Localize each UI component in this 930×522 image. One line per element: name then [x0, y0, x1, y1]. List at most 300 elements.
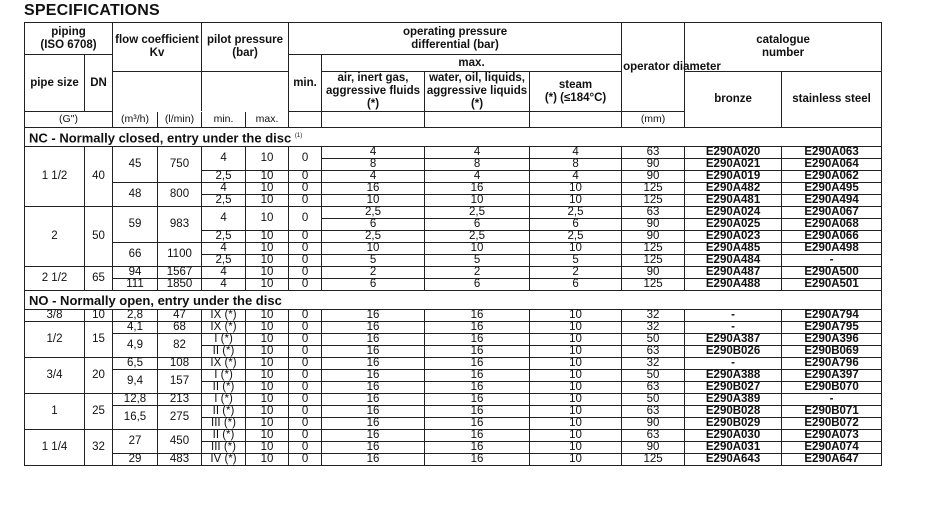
air-gas-cell: 16 [322, 442, 425, 454]
bronze-catalogue-cell: E290A643 [685, 454, 782, 466]
pilot-min-cell: II (*) [202, 430, 246, 442]
op-min-cell: 0 [289, 358, 322, 370]
pilot-max-cell: 10 [246, 334, 289, 346]
stainless-catalogue-cell: E290B071 [782, 406, 882, 418]
g-unit: (G") [25, 112, 113, 128]
nc-table-row [25, 267, 882, 279]
kv-m3h-cell: 45 [113, 147, 158, 183]
no-table-row [25, 454, 882, 466]
dn-cell: 15 [85, 322, 113, 358]
pilot-max-cell: 10 [246, 454, 289, 466]
stainless-catalogue-cell: E290A647 [782, 454, 882, 466]
table-body [25, 23, 882, 466]
pilot-min-cell: 4 [202, 279, 246, 291]
stainless-catalogue-cell: E290A064 [782, 159, 882, 171]
bronze-catalogue-cell: E290A484 [685, 255, 782, 267]
bronze-catalogue-cell: E290A030 [685, 430, 782, 442]
pilot-max-cell: 10 [246, 382, 289, 394]
stainless-catalogue-cell: E290A063 [782, 147, 882, 159]
bronze-catalogue-cell: E290A025 [685, 219, 782, 231]
bronze-catalogue-cell: E290A388 [685, 370, 782, 382]
bronze-catalogue-cell: E290A389 [685, 394, 782, 406]
water-oil-cell: 16 [425, 334, 530, 346]
no-table-row [25, 310, 882, 322]
pilot-max-cell: 10 [246, 255, 289, 267]
water-oil-cell: 16 [425, 430, 530, 442]
air-gas-cell: 16 [322, 346, 425, 358]
air-gas-cell: 4 [322, 171, 425, 183]
pilot-min-cell: IX (*) [202, 310, 246, 322]
kv-lmin-cell: 1850 [158, 279, 202, 291]
water-oil-cell: 2,5 [425, 231, 530, 243]
water-oil-cell: 16 [425, 394, 530, 406]
operator-diameter-cell: 50 [622, 394, 685, 406]
stainless-catalogue-cell: E290A067 [782, 207, 882, 219]
no-section-label: NO - Normally open, entry under the disc [25, 291, 882, 310]
bronze-catalogue-cell: E290B029 [685, 418, 782, 430]
pilot-max-cell: 10 [246, 147, 289, 171]
flow-coefficient-header: flow coefficient Kv [113, 23, 202, 72]
stainless-steel-header: stainless steel [782, 72, 882, 128]
kv-m3h-cell: 111 [113, 279, 158, 291]
pipe-size-cell: 2 [25, 207, 85, 267]
steam-cell: 10 [530, 310, 622, 322]
nc-table-row [25, 183, 882, 195]
bronze-catalogue-cell: E290A482 [685, 183, 782, 195]
water-oil-cell: 16 [425, 346, 530, 358]
dn-cell: 20 [85, 358, 113, 394]
pilot-min-cell: II (*) [202, 346, 246, 358]
steam-cell: 10 [530, 442, 622, 454]
stainless-catalogue-cell: E290A494 [782, 195, 882, 207]
stainless-catalogue-cell: E290B072 [782, 418, 882, 430]
operator-diameter-header: operator diameter [622, 23, 685, 112]
kv-lmin-cell: 750 [158, 147, 202, 183]
pilot-min-cell: I (*) [202, 370, 246, 382]
pilot-min-cell: 2,5 [202, 255, 246, 267]
no-table-row [25, 430, 882, 442]
dn-cell: 32 [85, 430, 113, 466]
operator-diameter-cell: 125 [622, 454, 685, 466]
air-gas-cell: 10 [322, 243, 425, 255]
pilot-max-cell: 10 [246, 195, 289, 207]
header-row-3 [25, 72, 882, 112]
kv-m3h-cell: 9,4 [113, 370, 158, 394]
bronze-catalogue-cell: E290B027 [685, 382, 782, 394]
bronze-catalogue-cell: E290A481 [685, 195, 782, 207]
steam-cell: 10 [530, 334, 622, 346]
stainless-catalogue-cell: E290A495 [782, 183, 882, 195]
op-min-cell: 0 [289, 267, 322, 279]
bronze-catalogue-cell: E290B028 [685, 406, 782, 418]
air-gas-cell: 16 [322, 370, 425, 382]
no-table-row [25, 406, 882, 418]
pilot-max-cell: 10 [246, 310, 289, 322]
steam-cell: 10 [530, 195, 622, 207]
header-row-1 [25, 23, 882, 55]
pilot-min-cell: 4 [202, 267, 246, 279]
bronze-catalogue-cell: E290A024 [685, 207, 782, 219]
steam-cell: 10 [530, 406, 622, 418]
water-oil-cell: 10 [425, 243, 530, 255]
kv-lmin-cell: 450 [158, 430, 202, 454]
op-min-cell: 0 [289, 454, 322, 466]
page-title: SPECIFICATIONS [24, 2, 160, 19]
stainless-catalogue-cell: E290A062 [782, 171, 882, 183]
kv-lmin-cell: 983 [158, 207, 202, 243]
operator-diameter-cell: 125 [622, 195, 685, 207]
air-gas-cell: 16 [322, 358, 425, 370]
bronze-catalogue-cell: - [685, 322, 782, 334]
air-gas-cell: 16 [322, 418, 425, 430]
pipe-size-cell: 1 1/4 [25, 430, 85, 466]
op-min-cell: 0 [289, 442, 322, 454]
pilot-min-cell: 4 [202, 147, 246, 171]
stainless-catalogue-cell: E290A396 [782, 334, 882, 346]
pilot-min-unit: min. [202, 112, 246, 128]
kv-m3h-cell: 66 [113, 243, 158, 267]
steam-cell: 10 [530, 382, 622, 394]
pipe-size-cell: 2 1/2 [25, 267, 85, 291]
op-min-cell: 0 [289, 171, 322, 183]
pilot-max-cell: 10 [246, 430, 289, 442]
pilot-max-unit: max. [246, 112, 289, 128]
operator-diameter-cell: 125 [622, 255, 685, 267]
stainless-catalogue-cell: E290A397 [782, 370, 882, 382]
bronze-catalogue-cell: E290A387 [685, 334, 782, 346]
pilot-min-cell: 4 [202, 243, 246, 255]
air-gas-cell: 6 [322, 219, 425, 231]
bronze-catalogue-cell: E290A487 [685, 267, 782, 279]
steam-cell: 10 [530, 430, 622, 442]
op-min-cell: 0 [289, 346, 322, 358]
operator-diameter-cell: 63 [622, 382, 685, 394]
operator-diameter-cell: 125 [622, 243, 685, 255]
op-min-cell: 0 [289, 279, 322, 291]
no-table-row [25, 358, 882, 370]
pilot-min-cell: 4 [202, 183, 246, 195]
kv-lmin-cell: 157 [158, 370, 202, 394]
dn-cell: 25 [85, 394, 113, 430]
steam-cell: 10 [530, 454, 622, 466]
pipe-size-cell: 3/8 [25, 310, 85, 322]
water-oil-cell: 8 [425, 159, 530, 171]
pilot-min-cell: 2,5 [202, 195, 246, 207]
op-min-cell: 0 [289, 334, 322, 346]
op-min-cell: 0 [289, 322, 322, 334]
op-min-cell: 0 [289, 394, 322, 406]
water-oil-cell: 4 [425, 147, 530, 159]
air-gas-cell: 16 [322, 183, 425, 195]
air-gas-cell: 16 [322, 394, 425, 406]
pilot-max-cell: 10 [246, 231, 289, 243]
air-gas-cell: 2,5 [322, 231, 425, 243]
operator-diameter-cell: 63 [622, 346, 685, 358]
kv-lmin-cell: 213 [158, 394, 202, 406]
water-oil-cell: 2 [425, 267, 530, 279]
catalogue-number-header: catalogue number [685, 23, 882, 72]
steam-cell: 10 [530, 394, 622, 406]
steam-cell: 10 [530, 346, 622, 358]
steam-cell: 10 [530, 418, 622, 430]
water-oil-cell: 2,5 [425, 207, 530, 219]
pilot-min-cell: IX (*) [202, 322, 246, 334]
operator-diameter-cell: 125 [622, 279, 685, 291]
op-min-cell: 0 [289, 183, 322, 195]
no-table-row [25, 334, 882, 346]
steam-cell: 10 [530, 358, 622, 370]
steam-cell: 5 [530, 255, 622, 267]
air-gas-cell: 10 [322, 195, 425, 207]
steam-header: steam (*) (≤184°C) [530, 72, 622, 112]
steam-cell: 4 [530, 147, 622, 159]
pipe-size-header: pipe size [25, 55, 85, 112]
pilot-max-cell: 10 [246, 358, 289, 370]
water-oil-cell: 6 [425, 279, 530, 291]
bronze-catalogue-cell: - [685, 310, 782, 322]
water-oil-cell: 16 [425, 382, 530, 394]
water-oil-cell: 16 [425, 442, 530, 454]
operator-diameter-cell: 50 [622, 370, 685, 382]
pilot-max-cell: 10 [246, 183, 289, 195]
steam-cell: 8 [530, 159, 622, 171]
pilot-min-cell: II (*) [202, 406, 246, 418]
stainless-catalogue-cell: E290A500 [782, 267, 882, 279]
operator-diameter-cell: 90 [622, 442, 685, 454]
air-gas-cell: 2 [322, 267, 425, 279]
dn-cell: 65 [85, 267, 113, 291]
op-min-cell: 0 [289, 195, 322, 207]
air-gas-cell: 16 [322, 310, 425, 322]
nc-table-row [25, 147, 882, 159]
stainless-catalogue-cell: E290B069 [782, 346, 882, 358]
operator-diameter-cell: 63 [622, 430, 685, 442]
water-oil-cell: 5 [425, 255, 530, 267]
kv-lmin-cell: 68 [158, 322, 202, 334]
water-oil-cell: 16 [425, 406, 530, 418]
pilot-min-cell: III (*) [202, 442, 246, 454]
operator-diameter-cell: 32 [622, 322, 685, 334]
pilot-min-cell: 4 [202, 207, 246, 231]
nc-table-row [25, 279, 882, 291]
kv-lmin-cell: 483 [158, 454, 202, 466]
operator-diameter-cell: 125 [622, 183, 685, 195]
bronze-catalogue-cell: E290B026 [685, 346, 782, 358]
operator-diameter-cell: 90 [622, 418, 685, 430]
no-section-row [25, 291, 882, 310]
bronze-catalogue-cell: E290A485 [685, 243, 782, 255]
stainless-catalogue-cell: E290A795 [782, 322, 882, 334]
pilot-min-cell: I (*) [202, 394, 246, 406]
kv-m3h-cell: 12,8 [113, 394, 158, 406]
steam-cell: 10 [530, 322, 622, 334]
operating-pressure-header: operating pressure differential (bar) [289, 23, 622, 55]
dn-header: DN [85, 55, 113, 112]
water-oil-cell: 16 [425, 418, 530, 430]
no-table-row [25, 322, 882, 334]
dn-cell: 40 [85, 147, 113, 207]
air-gas-cell: 6 [322, 279, 425, 291]
nc-table-row [25, 207, 882, 219]
op-min-cell: 0 [289, 231, 322, 243]
pilot-max-cell: 10 [246, 267, 289, 279]
pilot-min-cell: IX (*) [202, 358, 246, 370]
nc-table-row [25, 243, 882, 255]
steam-cell: 10 [530, 183, 622, 195]
operator-diameter-cell: 90 [622, 219, 685, 231]
kv-m3h-cell: 59 [113, 207, 158, 243]
kv-m3h-cell: 2,8 [113, 310, 158, 322]
op-min-cell: 0 [289, 207, 322, 231]
stainless-catalogue-cell: - [782, 255, 882, 267]
operator-diameter-cell: 63 [622, 147, 685, 159]
pilot-min-cell: IV (*) [202, 454, 246, 466]
op-min-cell: 0 [289, 370, 322, 382]
pilot-pressure-header: pilot pressure (bar) [202, 23, 289, 72]
pipe-size-cell: 1 [25, 394, 85, 430]
nc-section-row [25, 128, 882, 147]
nc-section-label: NC - Normally closed, entry under the disc $^{(1)}$ [25, 128, 882, 147]
stainless-catalogue-cell: E290A066 [782, 231, 882, 243]
kv-m3h-cell: 6,5 [113, 358, 158, 370]
op-min-cell: 0 [289, 147, 322, 171]
op-min-cell: 0 [289, 382, 322, 394]
operator-diameter-cell: 90 [622, 231, 685, 243]
operator-diameter-cell: 90 [622, 159, 685, 171]
dn-cell: 10 [85, 310, 113, 322]
bronze-catalogue-cell: E290A020 [685, 147, 782, 159]
pilot-max-cell: 10 [246, 322, 289, 334]
operator-diameter-cell: 32 [622, 310, 685, 322]
m3h-unit: (m³/h) [113, 112, 158, 128]
operator-diameter-cell: 63 [622, 207, 685, 219]
stainless-catalogue-cell: E290A073 [782, 430, 882, 442]
pilot-max-cell: 10 [246, 171, 289, 183]
kv-lmin-cell: 275 [158, 406, 202, 430]
max-header: max. [322, 55, 622, 72]
bronze-catalogue-cell: E290A023 [685, 231, 782, 243]
air-gas-cell: 8 [322, 159, 425, 171]
steam-cell: 10 [530, 370, 622, 382]
no-table-row [25, 394, 882, 406]
kv-lmin-cell: 47 [158, 310, 202, 322]
operator-diameter-cell: 90 [622, 267, 685, 279]
kv-lmin-cell: 82 [158, 334, 202, 358]
pilot-max-cell: 10 [246, 279, 289, 291]
kv-lmin-cell: 1567 [158, 267, 202, 279]
pilot-min-cell: 2,5 [202, 171, 246, 183]
op-min-cell: 0 [289, 243, 322, 255]
kv-lmin-cell: 1100 [158, 243, 202, 267]
air-gas-cell: 16 [322, 334, 425, 346]
pilot-min-cell: 2,5 [202, 231, 246, 243]
water-oil-cell: 16 [425, 183, 530, 195]
op-min-cell: 0 [289, 310, 322, 322]
water-oil-cell: 16 [425, 310, 530, 322]
steam-cell: 4 [530, 171, 622, 183]
op-min-cell: 0 [289, 418, 322, 430]
pilot-max-cell: 10 [246, 406, 289, 418]
stainless-catalogue-cell: - [782, 394, 882, 406]
operator-diameter-cell: 63 [622, 406, 685, 418]
stainless-catalogue-cell: E290A796 [782, 358, 882, 370]
air-gas-cell: 5 [322, 255, 425, 267]
pipe-size-cell: 3/4 [25, 358, 85, 394]
pilot-max-cell: 10 [246, 207, 289, 231]
pilot-min-cell: I (*) [202, 334, 246, 346]
kv-m3h-cell: 94 [113, 267, 158, 279]
kv-m3h-cell: 27 [113, 430, 158, 454]
pilot-max-cell: 10 [246, 370, 289, 382]
stainless-catalogue-cell: E290A794 [782, 310, 882, 322]
op-min-cell: 0 [289, 255, 322, 267]
pilot-max-cell: 10 [246, 394, 289, 406]
stainless-catalogue-cell: E290A068 [782, 219, 882, 231]
kv-lmin-cell: 108 [158, 358, 202, 370]
kv-m3h-cell: 29 [113, 454, 158, 466]
pilot-max-cell: 10 [246, 418, 289, 430]
water-oil-cell: 16 [425, 454, 530, 466]
pipe-size-cell: 1 1/2 [25, 147, 85, 207]
pilot-max-cell: 10 [246, 346, 289, 358]
operator-diameter-cell: 32 [622, 358, 685, 370]
water-oil-header: water, oil, liquids, aggressive liquids (*) [425, 72, 530, 112]
air-gas-cell: 16 [322, 406, 425, 418]
air-gas-cell: 4 [322, 147, 425, 159]
air-gas-cell: 16 [322, 382, 425, 394]
piping-header: piping (ISO 6708) [25, 23, 113, 55]
operator-diameter-cell: 50 [622, 334, 685, 346]
water-oil-cell: 10 [425, 195, 530, 207]
min-header: min. [289, 55, 322, 112]
no-table-row [25, 370, 882, 382]
specifications-table [24, 22, 882, 466]
dn-cell: 50 [85, 207, 113, 267]
stainless-catalogue-cell: E290A501 [782, 279, 882, 291]
bronze-catalogue-cell: E290A021 [685, 159, 782, 171]
air-gas-cell: 16 [322, 322, 425, 334]
pilot-min-cell: II (*) [202, 382, 246, 394]
operator-diameter-cell: 90 [622, 171, 685, 183]
water-oil-cell: 16 [425, 358, 530, 370]
kv-m3h-cell: 16,5 [113, 406, 158, 430]
pilot-min-cell: III (*) [202, 418, 246, 430]
stainless-catalogue-cell: E290A498 [782, 243, 882, 255]
op-min-cell: 0 [289, 406, 322, 418]
bronze-catalogue-cell: E290A019 [685, 171, 782, 183]
stainless-catalogue-cell: E290B070 [782, 382, 882, 394]
kv-lmin-cell: 800 [158, 183, 202, 207]
pipe-size-cell: 1/2 [25, 322, 85, 358]
bronze-catalogue-cell: - [685, 358, 782, 370]
air-gas-cell: 16 [322, 454, 425, 466]
stainless-catalogue-cell: E290A074 [782, 442, 882, 454]
air-gas-cell: 2,5 [322, 207, 425, 219]
pilot-max-cell: 10 [246, 243, 289, 255]
bronze-header: bronze [685, 72, 782, 128]
bronze-catalogue-cell: E290A031 [685, 442, 782, 454]
lmin-unit: (l/min) [158, 112, 202, 128]
steam-cell: 2 [530, 267, 622, 279]
pilot-max-cell: 10 [246, 442, 289, 454]
kv-m3h-cell: 4,1 [113, 322, 158, 334]
air-gas-header: air, inert gas, aggressive fluids (*) [322, 72, 425, 112]
bronze-catalogue-cell: E290A488 [685, 279, 782, 291]
steam-cell: 6 [530, 219, 622, 231]
water-oil-cell: 16 [425, 322, 530, 334]
steam-cell: 10 [530, 243, 622, 255]
steam-cell: 6 [530, 279, 622, 291]
